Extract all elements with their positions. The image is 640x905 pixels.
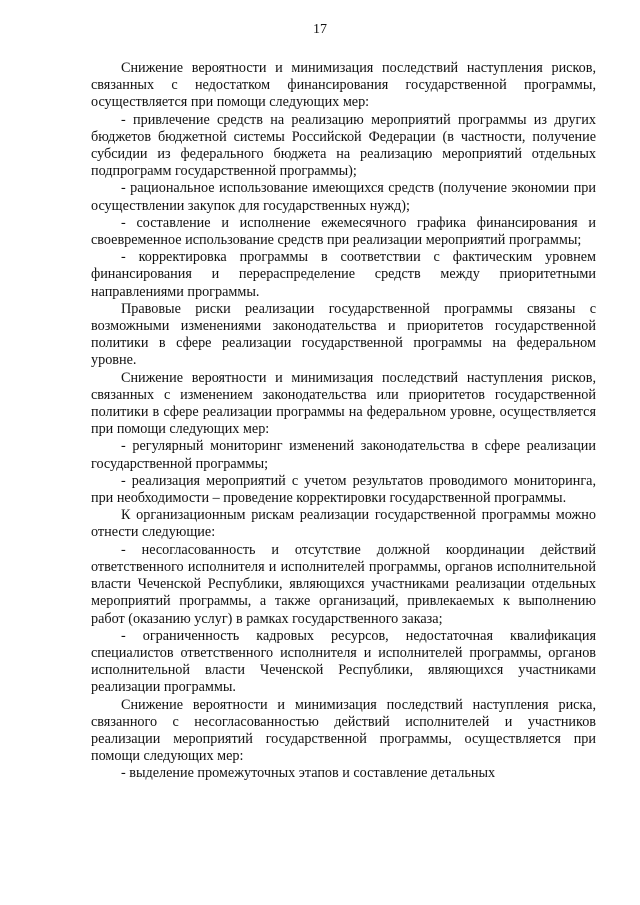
- list-item: - составление и исполнение ежемесячного графика финансирования и своевременное использование средств при реализации мероприятий программы;: [91, 214, 596, 249]
- paragraph: Снижение вероятности и минимизация последствий наступления рисков, связанных с недостатком финансирования государственной программы, осуществляется при помощи следующих мер:: [91, 60, 596, 111]
- paragraph: Снижение вероятности и минимизация последствий наступления рисков, связанных с изменением законодательства или приоритетов государственной политики в сфере реализации программы на федеральном уровне, осуществляется при помощи следующих мер:: [91, 369, 596, 438]
- list-item: - ограниченность кадровых ресурсов, недостаточная квалификация специалистов ответственного исполнителя и исполнителей программы, органов исполнительной власти Чеченской Республики, являющихся участниками реализации программы.: [91, 627, 596, 696]
- list-item: - рациональное использование имеющихся средств (получение экономии при осуществлении закупок для государственных нужд);: [91, 180, 596, 214]
- document-body: [91, 60, 596, 783]
- paragraph: Снижение вероятности и минимизация последствий наступления риска, связанного с несогласованностью действий исполнителей и участников реализации мероприятий государственной программы, осуществляется при помощи следующих мер:: [91, 696, 596, 765]
- list-item: - реализация мероприятий с учетом результатов проводимого мониторинга, при необходимости – проведение корректировки государственной программы.: [91, 472, 596, 507]
- page-number: 17: [313, 22, 327, 37]
- paragraph: К организационным рискам реализации государственной программы можно отнести следующие:: [91, 507, 596, 541]
- list-item: - привлечение средств на реализацию мероприятий программы из других бюджетов бюджетной системы Российской Федерации (в частности, получение субсидии из федерального бюджета на реализацию мероприятий отдельных подпрограмм государственной программы);: [91, 111, 596, 180]
- list-item: - выделение промежуточных этапов и составление детальных: [121, 765, 496, 782]
- list-item: - регулярный мониторинг изменений законодательства в сфере реализации государственной программы;: [91, 438, 596, 472]
- list-item: - корректировка программы в соответствии с фактическим уровнем финансирования и перераспределение средств между приоритетными направлениями программы.: [91, 249, 596, 300]
- paragraph: Правовые риски реализации государственной программы связаны с возможными изменениями законодательства и приоритетов государственной политики в сфере реализации государственной программы на федеральном уровне.: [91, 300, 596, 369]
- list-item: - несогласованность и отсутствие должной координации действий ответственного исполнителя и исполнителей программы, органов исполнительной власти Чеченской Республики, являющихся участниками реализации отдельных мероприятий программы, а также организаций, привлекаемых к выполнению работ (оказанию услуг) в рамках государственного заказа;: [91, 541, 596, 627]
